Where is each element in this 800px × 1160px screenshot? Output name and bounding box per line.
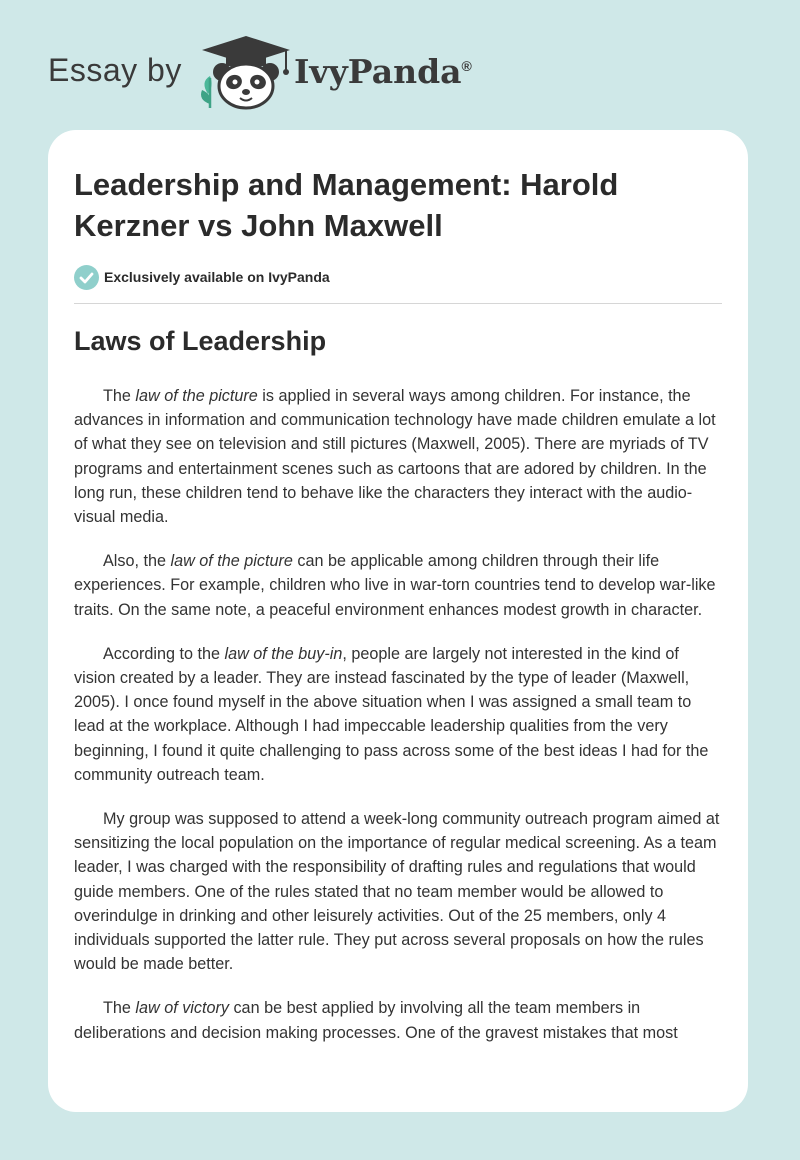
site-header bbox=[48, 34, 508, 110]
paragraph: My group was supposed to attend a week-long community outreach program aimed at sensitizing the local population on the importance of regular medical screening. As a team leader, I was charged with the responsibility of drafting rules and regulations that would guide members. One of the rules stated that no team member would be allowed to overindulge in drinking and other leisurely activities. Out of the 25 members, only 4 individuals supported the latter rule. They put across several proposals on how the rules would be made better. bbox=[74, 810, 720, 974]
divider bbox=[74, 303, 722, 304]
brand-name: IvyPanda® bbox=[294, 52, 472, 91]
exclusive-label: Exclusively available on IvyPanda bbox=[104, 269, 330, 285]
paragraph: Also, the law of the picture can be applicable among children through their life experiences. For example, children who live in war-torn countries tend to develop war-like traits. On the same note, a peaceful environment enhances modest growth in character. bbox=[74, 552, 716, 619]
paragraph: The law of victory can be best applied by involving all the team members in deliberations and decision making processes. One of the gravest mistakes that most bbox=[74, 999, 678, 1042]
page-title: Leadership and Management: Harold Kerzner vs John Maxwell bbox=[74, 167, 619, 243]
paragraph: The law of the picture is applied in several ways among children. For instance, the advances in information and communication technology have made children emulate a lot of what they see on television and still pictures (Maxwell, 2005). There are myriads of TV programs and entertainment scenes such as cartoons that are adored by children. In the long run, these children tend to behave like the characters they interact with the audio-visual media. bbox=[74, 387, 716, 527]
exclusive-badge bbox=[74, 264, 330, 290]
check-circle-icon bbox=[74, 265, 99, 290]
graduate-panda-icon bbox=[198, 34, 294, 110]
paragraph: According to the law of the buy-in, people are largely not interested in the kind of vision created by a leader. They are instead fascinated by the type of leader (Maxwell, 2005). I once found myself in the above situation when I was assigned a small team to lead at the workplace. Although I had impeccable leadership qualities from the very beginning, I found it quite challenging to pass across some of the best ideas I had for the community outreach team. bbox=[74, 644, 709, 784]
essay-card bbox=[48, 130, 748, 1112]
essay-by-label: Essay by bbox=[48, 52, 182, 88]
section-heading: Laws of Leadership bbox=[74, 326, 327, 356]
essay-body bbox=[74, 384, 724, 1065]
